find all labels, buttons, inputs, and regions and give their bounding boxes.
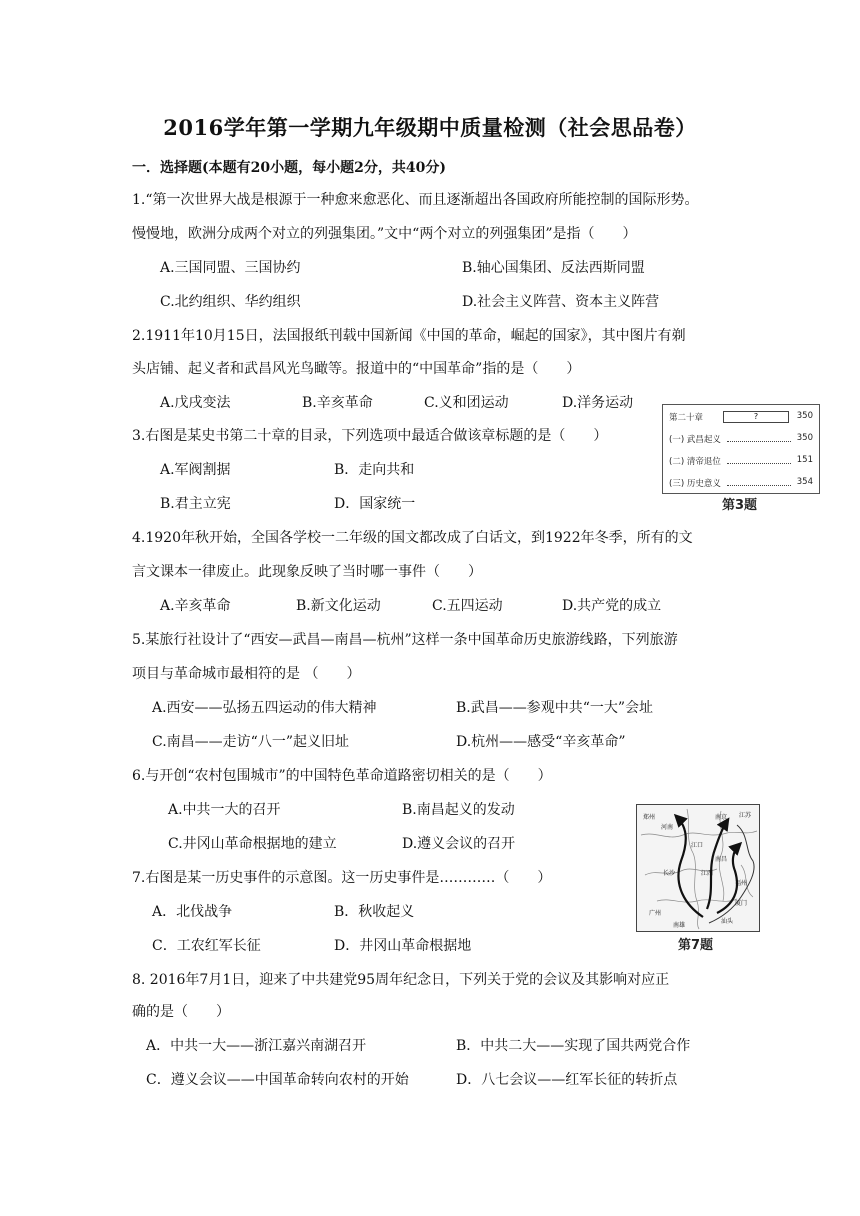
toc-leader-dots: [727, 463, 791, 464]
q3-option-d: D．国家统一: [334, 496, 416, 512]
q7-option-c: C．工农红军长征: [152, 938, 261, 954]
map-label: 江西: [701, 870, 714, 877]
q3-stem: 3.右图是某史书第二十章的目录，下列选项中最适合做该章标题的是（ ）: [132, 428, 608, 444]
q1-option-d: D.社会主义阵营、资本主义阵营: [462, 294, 660, 310]
toc-chapter-title-box: ?: [723, 411, 789, 423]
map-label: 郑州: [643, 814, 656, 821]
map-label: 河南: [661, 824, 674, 831]
q3-option-a: A.军阀割据: [160, 462, 231, 478]
q6-option-b: B.南昌起义的发动: [402, 802, 515, 818]
q5-stem-line2: 项目与革命城市最相符的是 （ ）: [132, 666, 361, 682]
q8-option-a: A．中共一大——浙江嘉兴南湖召开: [146, 1038, 367, 1054]
q2-stem-line1: 2.1911年10月15日，法国报纸刊载中国新闻《中国的革命，崛起的国家》，其中图片有剃: [132, 328, 686, 344]
q5-option-c: C.南昌——走访“八一”起义旧址: [152, 734, 349, 750]
q6-option-d: D.遵义会议的召开: [402, 836, 516, 852]
q8-stem-line2: 确的是（ ）: [132, 1004, 230, 1020]
q2-option-b: B.辛亥革命: [302, 395, 373, 411]
toc-leader-dots: [727, 485, 791, 486]
toc-row-page: 354: [796, 477, 813, 487]
q4-option-d: D.共产党的成立: [562, 598, 662, 614]
q4-stem-line2: 言文课本一律废止。此现象反映了当时哪一事件（ ）: [132, 564, 482, 580]
q7-option-a: A．北伐战争: [152, 904, 233, 920]
q7-stem: 7.右图是某一历史事件的示意图。这一历史事件是…………（ ）: [132, 870, 552, 886]
route-arrows: [677, 817, 739, 917]
map-label: 福州: [735, 880, 748, 887]
q8-option-d: D．八七会议——红军长征的转折点: [456, 1072, 678, 1088]
map-label: 江苏: [739, 812, 752, 819]
q4-option-a: A.辛亥革命: [160, 598, 231, 614]
q2-option-c: C.义和团运动: [424, 395, 509, 411]
toc-chapter-page: 350: [796, 411, 813, 421]
map-label: 汕头: [721, 918, 734, 925]
q5-option-a: A.西安——弘扬五四运动的伟大精神: [152, 700, 377, 716]
figure-3-table-of-contents: [662, 404, 820, 494]
march-route-map: [637, 805, 759, 931]
q4-option-c: C.五四运动: [432, 598, 503, 614]
q2-option-d: D.洋务运动: [562, 395, 634, 411]
q3-option-b: B．走向共和: [334, 462, 415, 478]
toc-row-label: (一) 武昌起义: [669, 435, 721, 445]
figure-3-caption: 第3题: [722, 498, 758, 513]
q1-stem-line1: 1.“第一次世界大战是根源于一种愈来愈恶化、而且逐渐超出各国政府所能控制的国际形势。: [132, 192, 699, 208]
figure-7-map: [636, 804, 760, 932]
toc-row-page: 350: [796, 433, 813, 443]
map-label: 长沙: [663, 870, 676, 877]
q5-stem-line1: 5.某旅行社设计了“西安—武昌—南昌—杭州”这样一条中国革命历史旅游线路，下列旅游: [132, 632, 678, 648]
q7-option-b: B．秋收起义: [334, 904, 415, 920]
page-title: 2016学年第一学期九年级期中质量检测（社会思品卷）: [163, 115, 697, 140]
toc-row-label: (二) 清帝退位: [669, 457, 721, 467]
q6-option-c: C.井冈山革命根据地的建立: [168, 836, 337, 852]
toc-row-page: 151: [796, 455, 813, 465]
map-label: 广州: [649, 910, 662, 917]
q8-option-b: B．中共二大——实现了国共两党合作: [456, 1038, 691, 1054]
toc-row-label: (三) 历史意义: [669, 479, 721, 489]
toc-leader-dots: [727, 441, 791, 442]
q2-option-a: A.戊戌变法: [160, 395, 231, 411]
q4-stem-line1: 4.1920年秋开始，全国各学校一二年级的国文都改成了白话文，到1922年冬季，所有的文: [132, 530, 693, 546]
map-label: 南京: [715, 814, 728, 821]
q1-option-c: C.北约组织、华约组织: [160, 294, 301, 310]
q6-option-a: A.中共一大的召开: [168, 802, 281, 818]
coastline: [709, 825, 754, 923]
map-label: 南雄: [673, 922, 686, 929]
map-label: 厦门: [735, 900, 748, 907]
q7-option-d: D．井冈山革命根据地: [334, 938, 472, 954]
q8-option-c: C．遵义会议——中国革命转向农村的开始: [146, 1072, 409, 1088]
figure-7-caption: 第7题: [678, 938, 714, 953]
q5-option-b: B.武昌——参观中共“一大”会址: [456, 700, 654, 716]
q1-stem-line2: 慢慢地，欧洲分成两个对立的列强集团。”文中“两个对立的列强集团”是指（ ）: [132, 226, 637, 242]
q6-stem: 6.与开创“农村包围城市”的中国特色革命道路密切相关的是（ ）: [132, 768, 552, 784]
q8-stem-line1: 8. 2016年7月1日，迎来了中共建党95周年纪念日，下列关于党的会议及其影响对应正: [132, 972, 670, 988]
q3-option-c: B.君主立宪: [160, 496, 231, 512]
q5-option-d: D.杭州——感受“辛亥革命”: [456, 734, 626, 750]
q2-stem-line2: 头店铺、起义者和武昌风光鸟瞰等。报道中的“中国革命”指的是（ ）: [132, 361, 581, 377]
map-label: 南昌: [715, 856, 728, 863]
q1-option-b: B.轴心国集团、反法西斯同盟: [462, 260, 645, 276]
q4-option-b: B.新文化运动: [296, 598, 381, 614]
section-heading: 一．选择题(本题有20小题，每小题2分，共40分): [132, 160, 446, 176]
toc-chapter-label: 第二十章: [669, 413, 704, 423]
q1-option-a: A.三国同盟、三国协约: [160, 260, 301, 276]
map-label: 江口: [691, 842, 704, 849]
